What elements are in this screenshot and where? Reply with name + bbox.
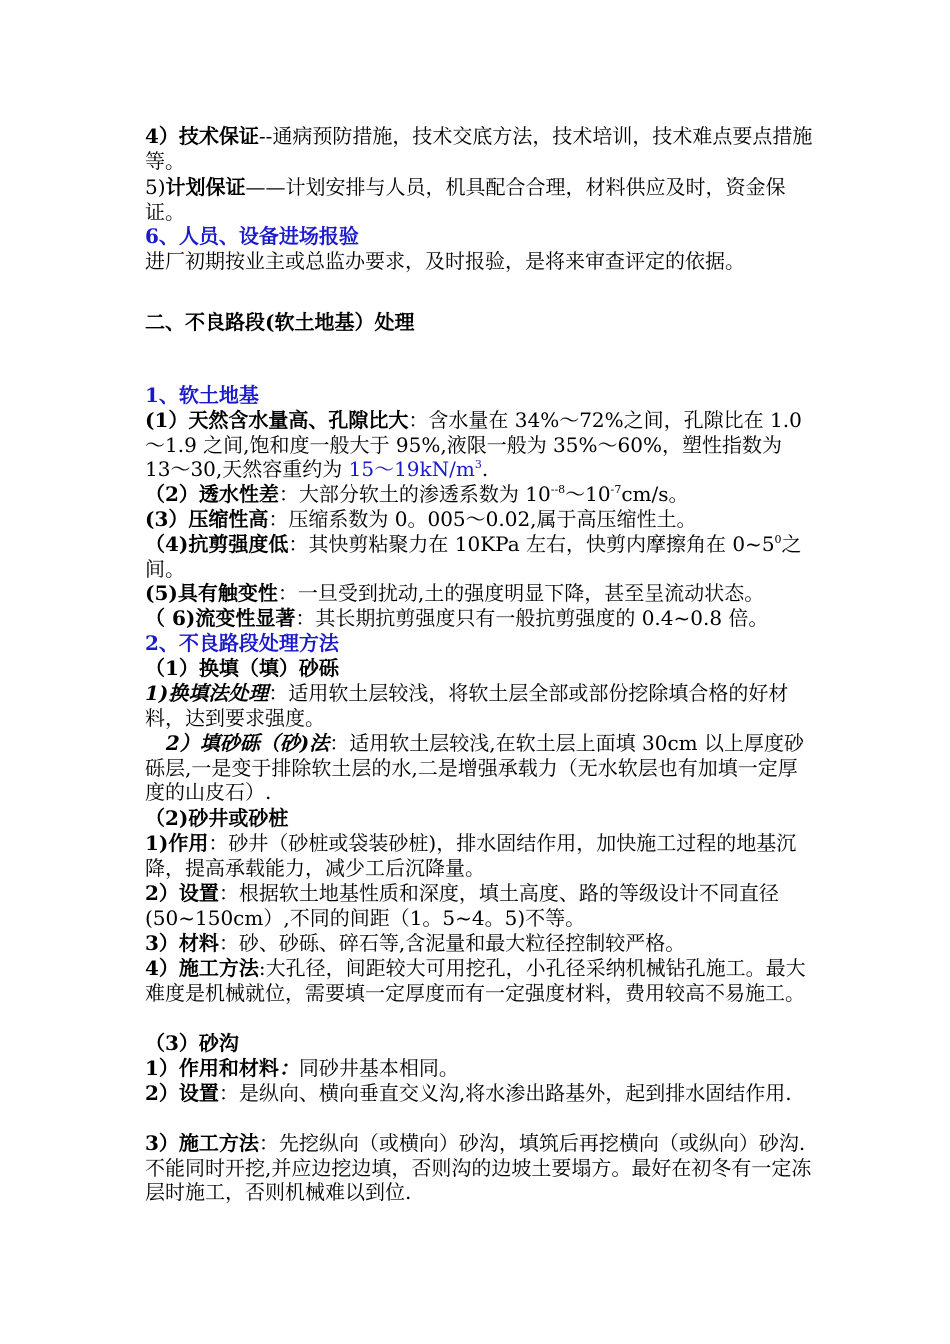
section-title-soft-soil: 二、不良路段(软土地基）处理 (145, 310, 415, 334)
label-sand-well-function: 1)作用 (145, 831, 209, 855)
text-gravel-fill-method: ：适用软土层较浅,在软土层上面填 30cm 以上厚度砂砾层,一是变于排除软土层的水,二是增强承载力（无水软层也有加填一定厚度的山皮石）. (145, 731, 804, 805)
label-technical-guarantee: 4）技术保证 (145, 124, 259, 148)
label-plan-guarantee: 计划保证 (165, 175, 246, 199)
label-high-water-content: (1）天然含水量高、孔隙比大 (145, 408, 409, 432)
label-trench-function: 1）作用和材料 (145, 1056, 279, 1080)
item-sand-well-construction (145, 956, 813, 1005)
text-high-water-content: ：含水量在 34%～72%之间，孔隙比在 1.0～1.9 之间,饱和度一般大于 95%,液限一般为 35%～60%，塑性指数为 13～30,天然容重约为 (145, 408, 802, 482)
unit-weight-value: 15～19kN/m (348, 457, 475, 482)
exponent-minus-8: --8 (550, 483, 566, 496)
label-trench-construction: 3）施工方法 (145, 1131, 259, 1155)
text-low-shear-strength: ：其快剪粘聚力在 10KPa 左右，快剪内摩擦角在 0~5 (288, 532, 775, 556)
subheading-sand-wells: （2)砂井或砂桩 (145, 806, 289, 830)
heading-personnel-equipment: 6、人员、设备进场报验 (145, 224, 359, 248)
text-low-shear-end: 之间。 (145, 532, 802, 581)
label-high-compressibility: (3）压缩性高 (145, 507, 269, 531)
superscript-3: 3 (474, 458, 482, 472)
label-trench-layout: 2）设置 (145, 1081, 219, 1105)
label-thixotropy: (5)具有触变性 (145, 581, 278, 605)
superscript-degree: 0 (774, 533, 782, 546)
text-sand-well-construction: :大孔径，间距较大可用挖孔，小孔径采纳机械钻孔施工。最大难度是机械就位，需要填一定厚度而有一定强度材料，费用较高不易施工。 (145, 956, 806, 1005)
item-trench-function (145, 1056, 813, 1081)
item-gravel-fill-method (145, 731, 813, 805)
item-sand-well-material (145, 931, 813, 956)
heading-treatment-methods: 2、不良路段处理方法 (145, 631, 339, 655)
item-sand-well-layout (145, 881, 813, 930)
item-high-compressibility (145, 507, 813, 532)
period-mark: . (481, 457, 489, 482)
item-replacement-method (145, 681, 813, 730)
item-low-permeability (145, 482, 813, 507)
label-sand-well-construction: 4）施工方法 (145, 956, 259, 980)
exponent-minus-7: -7 (610, 483, 622, 496)
text-plan-guarantee: ——计划安排与人员，机具配合合理，材料供应及时，资金保证。 (145, 175, 786, 224)
label-replacement-method: 1)换填法处理 (145, 681, 269, 705)
item-trench-construction (145, 1131, 813, 1205)
item-rheology (145, 606, 813, 631)
label-rheology: （ 6)流变性显著 (145, 606, 296, 630)
paragraph-entry-inspection: 进厂初期按业主或总监办要求，及时报验，是将来审查评定的依据。 (145, 249, 745, 273)
text-sand-well-layout: ：根据软土地基性质和深度，填土高度、路的等级设计不同直径(50~150cm）,不同的间距（1。5~4。5)不等。 (145, 881, 779, 930)
label-sand-well-layout: 2）设置 (145, 881, 219, 905)
item-low-shear-strength (145, 532, 813, 581)
text-trench-construction: ：先挖纵向（或横向）砂沟，填筑后再挖横向（或纵向）砂沟.不能同时开挖,并应边挖边填，否则沟的边坡土要塌方。最好在初冬有一定冻层时施工，否则机械难以到位. (145, 1131, 812, 1205)
text-trench-layout: ：是纵向、横向垂直交义沟,将水渗出路基外，起到排水固结作用. (218, 1081, 792, 1105)
heading-soft-soil-foundation: 1、软土地基 (145, 383, 259, 407)
item-sand-well-function (145, 831, 813, 880)
lead-plan-guarantee: 5) (145, 175, 166, 199)
item-high-water-content (145, 408, 813, 482)
paragraph-technical-guarantee (145, 124, 813, 173)
label-low-shear-strength: （4)抗剪强度低 (145, 532, 289, 556)
text-unit-cms: cm/s。 (621, 482, 689, 506)
text-low-permeability: ：大部分软土的渗透系数为 10 (278, 482, 551, 506)
mark-trench-function: ： (278, 1056, 299, 1080)
text-trench-function: 同砂井基本相同。 (298, 1056, 459, 1080)
text-sand-well-function: ：砂井（砂桩或袋装砂桩)，排水固结作用，加快施工过程的地基沉降，提高承载能力，减少工后沉降量。 (145, 831, 797, 880)
subheading-replacement-gravel: （1）换填（填）砂砾 (145, 656, 339, 680)
paragraph-plan-guarantee (145, 175, 813, 224)
text-sand-well-material: ：砂、砂砾、碎石等,含泥量和最大粒径控制较严格。 (218, 931, 686, 955)
label-low-permeability: （2）透水性差 (145, 482, 279, 506)
text-rheology: ：其长期抗剪强度只有一般抗剪强度的 0.4~0.8 倍。 (295, 606, 769, 630)
text-high-compressibility: ：压缩系数为 0。005～0.02,属于高压缩性土。 (268, 507, 697, 531)
text-technical-guarantee: --通病预防措施，技术交底方法，技术培训，技术难点要点措施等。 (145, 124, 813, 173)
text-range-mid: ～10 (565, 482, 611, 506)
item-trench-layout (145, 1081, 813, 1106)
subheading-sand-trench: （3）砂沟 (145, 1031, 239, 1055)
text-thixotropy: ：一旦受到扰动,土的强度明显下降，甚至呈流动状态。 (277, 581, 765, 605)
label-gravel-fill-method: 2）填砂砾（砂)法 (145, 731, 330, 755)
text-replacement-method: ：适用软土层较浅，将软土层全部或部份挖除填合格的好材料，达到要求强度。 (145, 681, 789, 730)
item-thixotropy (145, 581, 813, 606)
label-sand-well-material: 3）材料 (145, 931, 219, 955)
